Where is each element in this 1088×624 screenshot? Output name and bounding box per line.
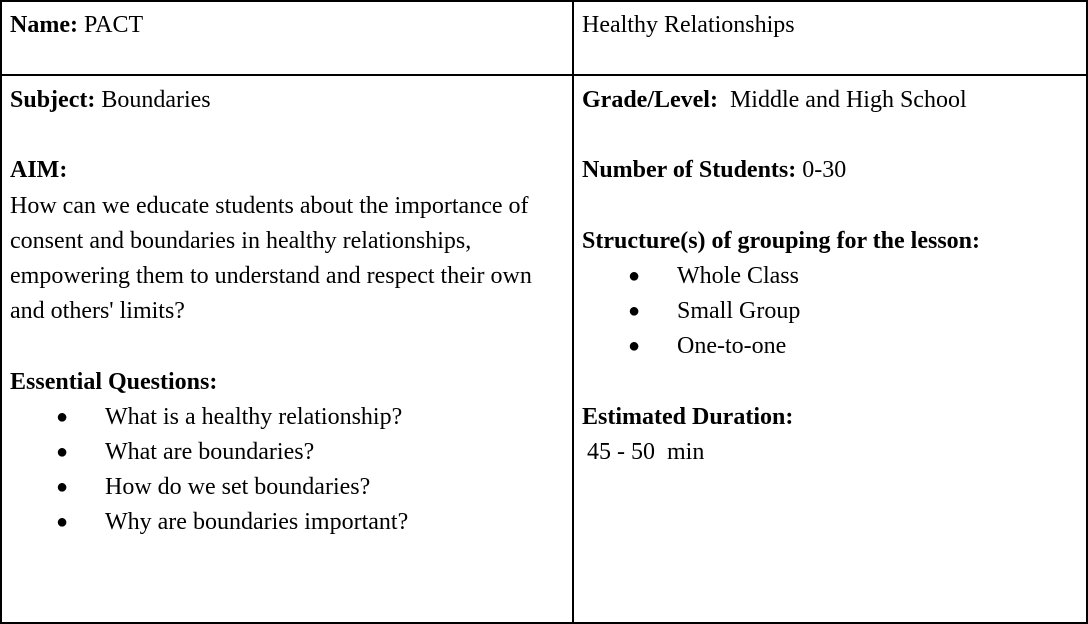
- bullet-icon: ●: [56, 476, 69, 499]
- subject-line: [10, 83, 565, 118]
- bullet-icon: ●: [56, 405, 69, 428]
- table-column-divider: [572, 0, 574, 624]
- grade-label: Grade/Level:: [582, 87, 718, 113]
- students-value: 0-30: [802, 157, 847, 184]
- bullet-icon: ●: [56, 441, 69, 463]
- bullet-icon: ●: [628, 335, 641, 358]
- students-line: [582, 153, 1082, 188]
- list-item: ● How do we set boundaries?: [10, 470, 565, 505]
- topic-cell: [582, 8, 1082, 43]
- grade-line: [582, 83, 1082, 118]
- table-row-divider: [0, 74, 1088, 76]
- list-item: ● Whole Class: [582, 259, 1082, 294]
- list-item: ● Small Group: [582, 294, 1082, 329]
- table-border-top: [0, 0, 1088, 2]
- list-item: ● What are boundaries?: [10, 435, 565, 470]
- grouping-list: [582, 259, 1082, 365]
- subject-label: Subject:: [10, 87, 96, 113]
- list-item: ● What is a healthy relationship?: [10, 400, 565, 435]
- duration-value: 45 - 50 min: [587, 438, 705, 465]
- bullet-icon: ●: [628, 300, 641, 323]
- grouping-label: Structure(s) of grouping for the lesson:: [582, 227, 980, 254]
- bullet-icon: ●: [628, 264, 641, 287]
- list-item: ● Why are boundaries important?: [10, 505, 565, 540]
- bullet-icon: ●: [56, 511, 69, 534]
- topic-title: Healthy Relationships: [582, 12, 795, 38]
- left-content-cell: [10, 83, 565, 541]
- essential-questions-list: [10, 400, 565, 541]
- name-label: Name:: [10, 12, 78, 38]
- table-border-left: [0, 0, 2, 624]
- aim-text: How can we educate students about the importance of consent and boundaries in healthy relationships, empowering them to understand and respect their own and others' limits?: [10, 192, 532, 325]
- name-value: PACT: [83, 12, 144, 38]
- right-content-cell: [582, 83, 1082, 470]
- subject-value: Boundaries: [101, 87, 211, 113]
- grade-value: Middle and High School: [729, 87, 967, 113]
- essential-questions-label: Essential Questions:: [10, 368, 218, 395]
- aim-label: AIM:: [10, 157, 68, 184]
- name-cell: [10, 8, 565, 43]
- list-item: ● One-to-one: [582, 329, 1082, 364]
- students-label: Number of Students:: [582, 157, 797, 184]
- duration-label: Estimated Duration:: [582, 403, 794, 430]
